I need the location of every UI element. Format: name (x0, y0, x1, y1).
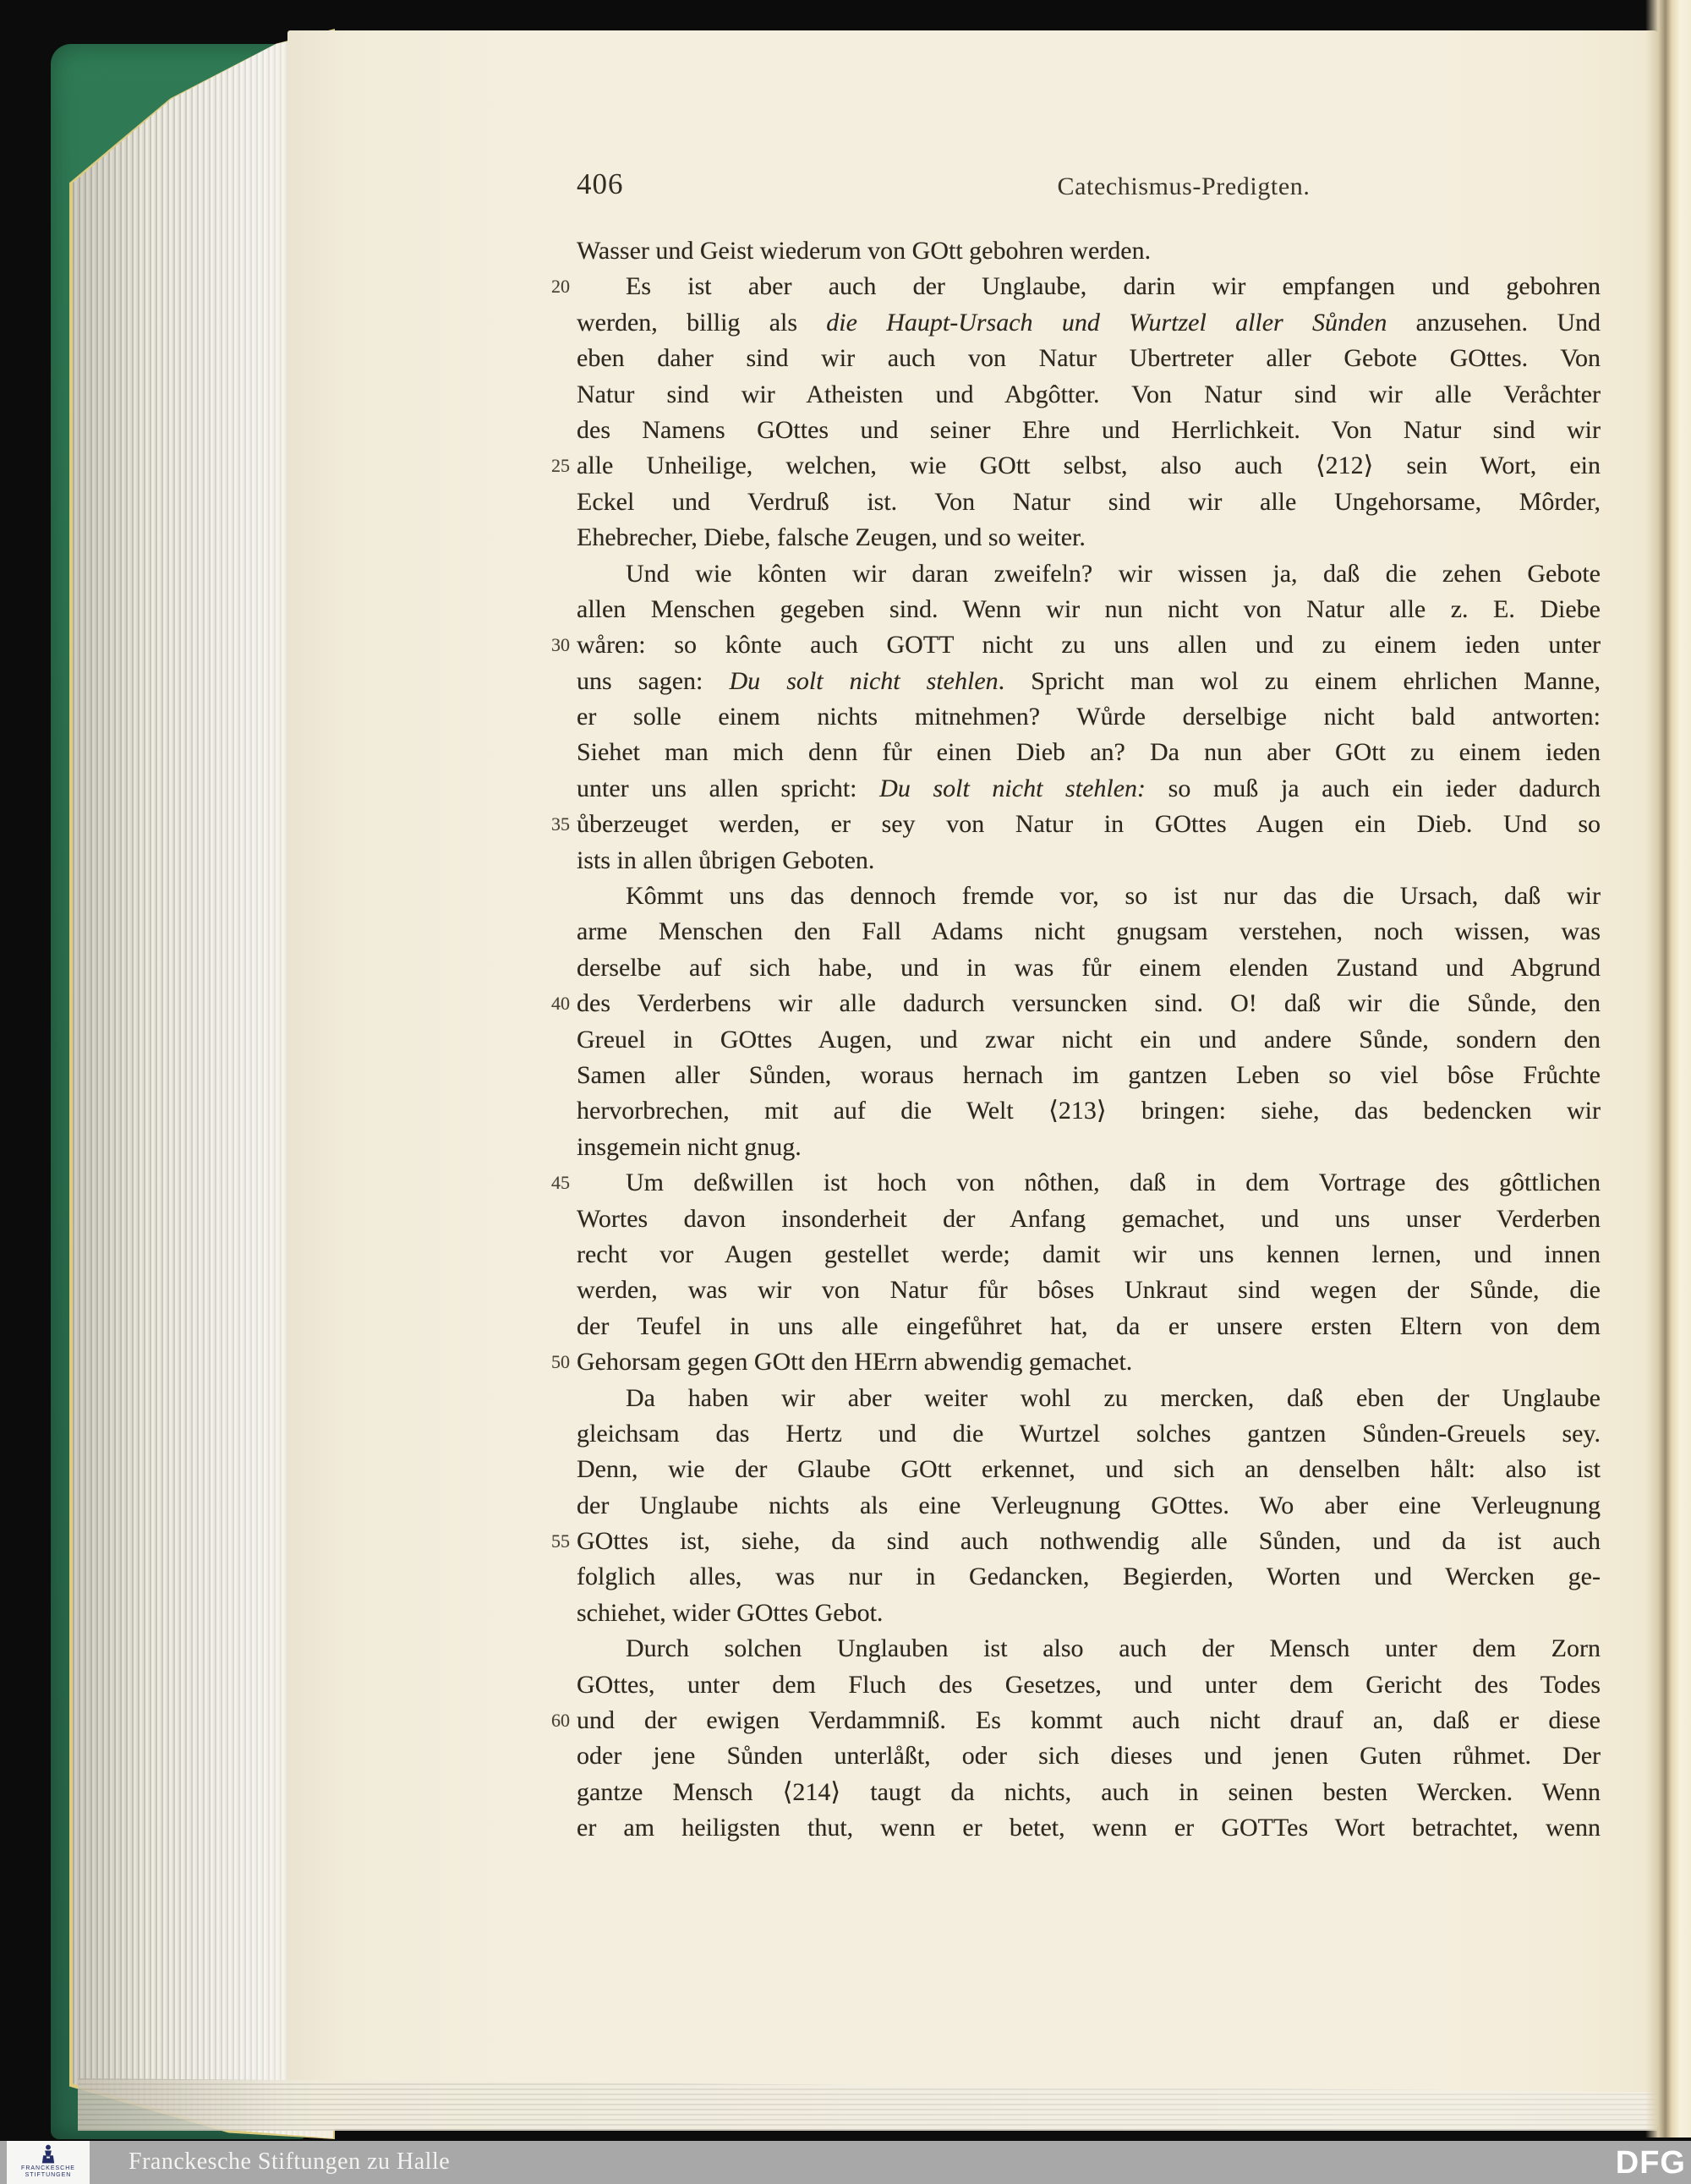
text-line (577, 1058, 1601, 1093)
body-text: anzusehen. Und (1387, 308, 1601, 337)
text-line (577, 520, 1601, 556)
body-text: ists in allen ůbrigen Geboten. (577, 846, 875, 874)
body-text: des Verderbens wir alle dadurch versuncken sind. O! daß wir die Sůnde, den (577, 989, 1601, 1018)
body-text: Da haben wir aber weiter wohl zu mercken, daß eben der Unglaube (626, 1383, 1601, 1412)
text-line (577, 1810, 1601, 1846)
body-text: uns sagen: (577, 666, 730, 695)
text-line (577, 484, 1601, 520)
margin-line-number: 55 (551, 1530, 570, 1552)
body-text: Durch solchen Unglauben ist also auch der Mensch unter dem Zorn (626, 1634, 1601, 1663)
text-line (577, 914, 1601, 950)
body-text: arme Menschen den Fall Adams nicht gnugsam verstehen, noch wissen, was (577, 917, 1601, 946)
body-text: unter uns allen spricht: (577, 774, 880, 802)
body-text: . Spricht man wol zu einem ehrlichen Manne, (998, 666, 1601, 695)
body-text: er am heiligsten thut, wenn er betet, wenn er GOTTes Wort betrachtet, wenn (577, 1814, 1601, 1842)
body-text: GOttes ist, siehe, da sind auch nothwendig alle Sůnden, und da ist auch (577, 1527, 1601, 1556)
text-line (577, 879, 1601, 914)
emphasized-text: Du solt nicht stehlen: (879, 774, 1146, 802)
body-text: und der ewigen Verdammniß. Es kommt auch nicht drauf an, daß er diese (577, 1706, 1601, 1735)
text-line (577, 341, 1601, 376)
text-line (577, 1559, 1601, 1595)
text-line (551, 1524, 1601, 1559)
text-line (577, 699, 1601, 735)
body-text: ůberzeuget werden, er sey von Natur in GOttes Augen ein Dieb. Und so (577, 810, 1601, 839)
body-text: allen Menschen gegeben sind. Wenn wir nun nicht von Natur alle z. E. Diebe (577, 594, 1601, 623)
text-line (551, 269, 1601, 304)
running-header: Catechismus-Predigten. (1057, 172, 1311, 200)
margin-line-number: 20 (551, 276, 570, 298)
body-text: Gehorsam gegen GOtt den HErrn abwendig gemachet. (577, 1348, 1133, 1377)
text-line (577, 1237, 1601, 1273)
body-text: wåren: so kônte auch GOTT nicht zu uns allen und zu einem ieden unter (577, 631, 1601, 660)
body-text: eben daher sind wir auch von Natur Ubertreter aller Gebote GOttes. Von (577, 344, 1601, 373)
body-text: werden, was wir von Natur fůr bôses Unkraut sind wegen der Sůnde, die (577, 1276, 1601, 1305)
franckesche-stiftungen-logo (7, 2141, 90, 2184)
body-text: Greuel in GOttes Augen, und zwar nicht ein und andere Sůnde, sondern den (577, 1025, 1601, 1054)
emphasized-text: Du solt nicht stehlen (729, 666, 999, 695)
body-text: GOttes, unter dem Fluch des Gesetzes, und unter dem Gericht des Todes (577, 1670, 1601, 1699)
text-line (577, 1130, 1601, 1165)
text-line (577, 1775, 1601, 1810)
page-text (551, 233, 1601, 1847)
text-line (577, 1488, 1601, 1524)
text-line (577, 1667, 1601, 1703)
text-line (577, 1201, 1601, 1237)
text-line (551, 1344, 1601, 1380)
margin-line-number: 60 (551, 1710, 570, 1732)
text-line (577, 1022, 1601, 1058)
institution-name: Franckesche Stiftungen zu Halle (129, 2148, 451, 2175)
body-text: Ehebrecher, Diebe, falsche Zeugen, und so weiter. (577, 523, 1086, 552)
margin-line-number: 40 (551, 993, 570, 1015)
body-text: gleichsam das Hertz und die Wurtzel solches gantzen Sůnden-Greuels sey. (577, 1419, 1601, 1448)
text-line (577, 950, 1601, 986)
body-text: Um deßwillen ist hoch von nôthen, daß in dem Vortrage des gôttlichen (626, 1169, 1601, 1197)
text-line (551, 1165, 1601, 1201)
text-line (577, 1273, 1601, 1308)
text-line (577, 771, 1601, 807)
margin-line-number: 25 (551, 455, 570, 477)
text-line (577, 664, 1601, 699)
text-line (577, 377, 1601, 413)
text-line (577, 1452, 1601, 1487)
body-text: des Namens GOttes und seiner Ehre und Herrlichkeit. Von Natur sind wir (577, 415, 1601, 444)
text-line (577, 1381, 1601, 1416)
body-text: Es ist aber auch der Unglaube, darin wir empfangen und gebohren (626, 272, 1601, 301)
body-text: folglich alles, was nur in Gedancken, Begierden, Worten und Wercken ge- (577, 1563, 1601, 1591)
margin-line-number: 30 (551, 634, 570, 656)
page-number: 406 (577, 167, 624, 200)
text-line (577, 1596, 1601, 1631)
body-text: alle Unheilige, welchen, wie GOtt selbst, also auch ⟨212⟩ sein Wort, ein (577, 452, 1601, 480)
body-text: Natur sind wir Atheisten und Abgôtter. Von Natur sind wir alle Veråchter (577, 380, 1601, 408)
margin-line-number: 50 (551, 1351, 570, 1373)
text-line (551, 448, 1601, 484)
body-text: er solle einem nichts mitnehmen? Wůrde derselbige nicht bald antworten: (577, 703, 1601, 731)
text-line (551, 807, 1601, 842)
viewer-footer-bar (0, 2141, 1691, 2184)
body-text: gantze Mensch ⟨214⟩ taugt da nichts, auch in seinen besten Wercken. Wenn (577, 1777, 1601, 1806)
text-line (577, 305, 1601, 341)
text-line (551, 1703, 1601, 1738)
text-line (577, 1093, 1601, 1129)
body-text: recht vor Augen gestellet werde; damit wir uns kennen lernen, und innen (577, 1240, 1601, 1268)
text-line (551, 627, 1601, 663)
body-text: Eckel und Verdruß ist. Von Natur sind wir alle Ungehorsame, Môrder, (577, 487, 1601, 516)
text-line (577, 413, 1601, 448)
text-line (577, 1416, 1601, 1452)
body-text: oder jene Sůnden unterlåßt, oder sich dieses und jenen Guten růhmet. Der (577, 1742, 1601, 1771)
text-line (577, 1738, 1601, 1774)
book-gutter (1645, 0, 1691, 2137)
body-text: Samen aller Sůnden, woraus hernach im gantzen Leben so viel bôse Frůchte (577, 1060, 1601, 1089)
body-text: derselbe auf sich habe, und in was fůr einem elenden Zustand und Abgrund (577, 953, 1601, 982)
stiftungen-emblem-icon (37, 2143, 59, 2165)
body-text: insgemein nicht gnug. (577, 1132, 802, 1161)
body-text: der Unglaube nichts als eine Verleugnung GOttes. Wo aber eine Verleugnung (577, 1491, 1601, 1519)
margin-line-number: 35 (551, 813, 570, 835)
body-text: Kômmt uns das dennoch fremde vor, so ist nur das die Ursach, daß wir (626, 882, 1601, 911)
text-line (577, 1631, 1601, 1667)
body-text: hervorbrechen, mit auf die Welt ⟨213⟩ bringen: siehe, das bedencken wir (577, 1097, 1601, 1125)
text-line (577, 592, 1601, 627)
text-line (577, 735, 1601, 770)
body-text: schiehet, wider GOttes Gebot. (577, 1598, 884, 1627)
body-text: der Teufel in uns alle eingefůhret hat, da er unsere ersten Eltern von dem (577, 1311, 1601, 1340)
logo-text-line2: STIFTUNGEN (25, 2172, 72, 2178)
body-text: Denn, wie der Glaube GOtt erkennet, und sich an denselben hålt: also ist (577, 1455, 1601, 1484)
body-text: so muß ja auch ein ieder dadurch (1146, 774, 1601, 802)
text-line (577, 843, 1601, 879)
body-text: Und wie kônten wir daran zweifeln? wir wissen ja, daß die zehen Gebote (626, 559, 1601, 588)
body-text: Wasser und Geist wiederum von GOtt gebohren werden. (577, 237, 1152, 265)
dfg-logo: DFG (1615, 2145, 1686, 2181)
body-text: Siehet man mich denn fůr einen Dieb an? Da nun aber GOtt zu einem ieden (577, 738, 1601, 767)
emphasized-text: die Haupt-Ursach und Wurtzel aller Sůnden (826, 308, 1387, 337)
text-line (577, 233, 1601, 269)
body-text: werden, billig als (577, 308, 827, 337)
logo-text-line1: FRANCKESCHE (21, 2165, 75, 2171)
text-line (577, 556, 1601, 592)
text-line (577, 1309, 1601, 1344)
text-line (551, 986, 1601, 1021)
margin-line-number: 45 (551, 1172, 570, 1194)
body-text: Wortes davon insonderheit der Anfang gemachet, und uns unser Verderben (577, 1204, 1601, 1233)
